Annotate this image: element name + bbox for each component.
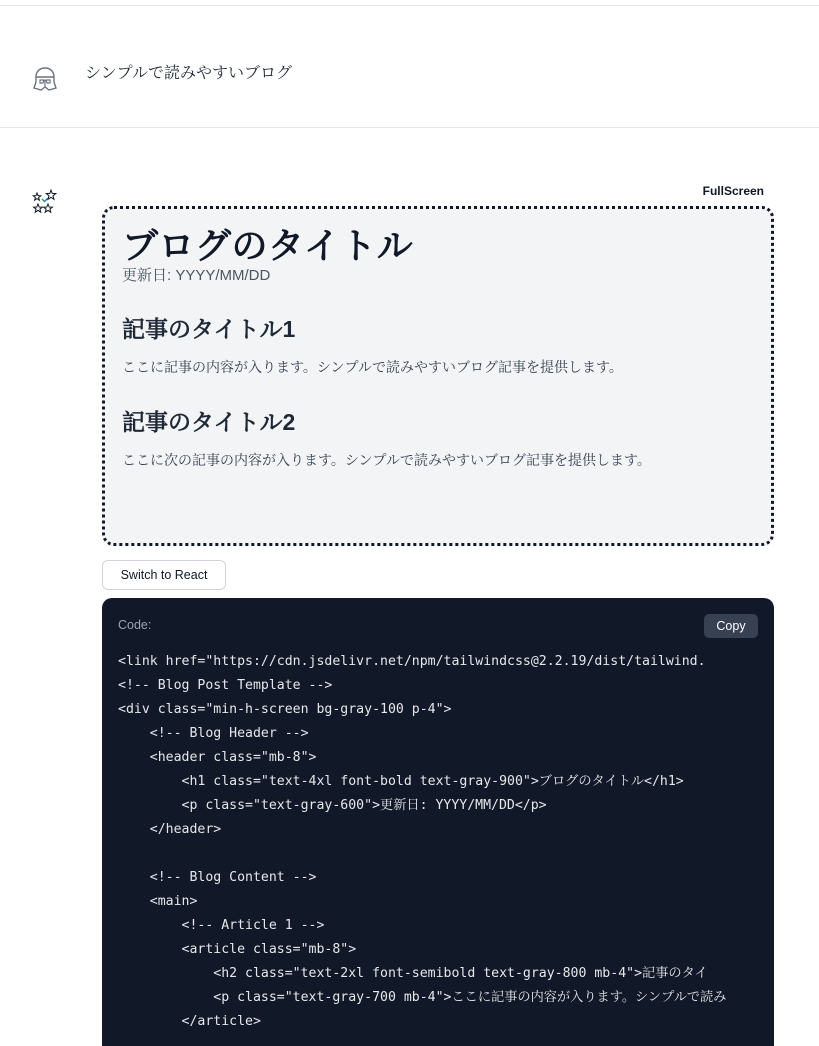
code-line [118, 842, 758, 866]
preview-frame [102, 206, 774, 546]
article-1 [122, 314, 754, 377]
code-line: <h1 class="text-4xl font-bold text-gray-900">ブログのタイトル</h1> [118, 774, 684, 789]
code-line: <!-- Blog Post Template --> [118, 678, 333, 693]
blog-updated-date: 更新日: YYYY/MM/DD [122, 267, 271, 284]
code-panel [102, 598, 774, 1046]
article-body: ここに次の記事の内容が入ります。シンプルで読みやすいブログ記事を提供します。 [122, 452, 651, 468]
code-line: <main> [118, 894, 198, 909]
code-line: <div class="min-h-screen bg-gray-100 p-4"> [118, 702, 452, 717]
user-message-text: シンプルで読みやすいブログ [85, 65, 292, 82]
blog-preview [122, 223, 754, 470]
code-line: <p class="text-gray-700 mb-4">ここに記事の内容が入ります。シンプルで読み [118, 990, 727, 1005]
code-line: <header class="mb-8"> [118, 750, 317, 765]
code-line: <!-- Blog Content --> [118, 870, 317, 885]
code-label: Code: [118, 618, 152, 632]
helmet-avatar-icon [32, 66, 58, 92]
article-title: 記事のタイトル2 [122, 409, 296, 435]
code-line: </article> [118, 1014, 261, 1029]
user-message-row [0, 6, 819, 128]
sparkles-avatar-icon [31, 189, 59, 217]
code-line: </header> [118, 822, 222, 837]
fullscreen-button[interactable]: FullScreen [702, 184, 764, 198]
code-line: <!-- Blog Header --> [118, 726, 309, 741]
code-line: <h2 class="text-2xl font-semibold text-gray-800 mb-4">記事のタイ [118, 966, 708, 981]
code-line: <link href="https://cdn.jsdelivr.net/npm/tailwindcss@2.2.19/dist/tailwind. [118, 654, 706, 669]
code-line: <article class="mb-8"> [118, 942, 357, 957]
blog-title: ブログのタイトル [122, 225, 414, 266]
article-body: ここに記事の内容が入ります。シンプルで読みやすいブログ記事を提供します。 [122, 359, 623, 375]
article-2 [122, 407, 754, 470]
article-title: 記事のタイトル1 [122, 316, 296, 342]
code-block[interactable] [118, 650, 758, 1034]
code-line: <p class="text-gray-600">更新日: YYYY/MM/DD</p> [118, 798, 547, 813]
code-line: <!-- Article 1 --> [118, 918, 325, 933]
copy-button[interactable]: Copy [704, 614, 758, 638]
switch-to-react-button[interactable]: Switch to React [102, 560, 226, 590]
